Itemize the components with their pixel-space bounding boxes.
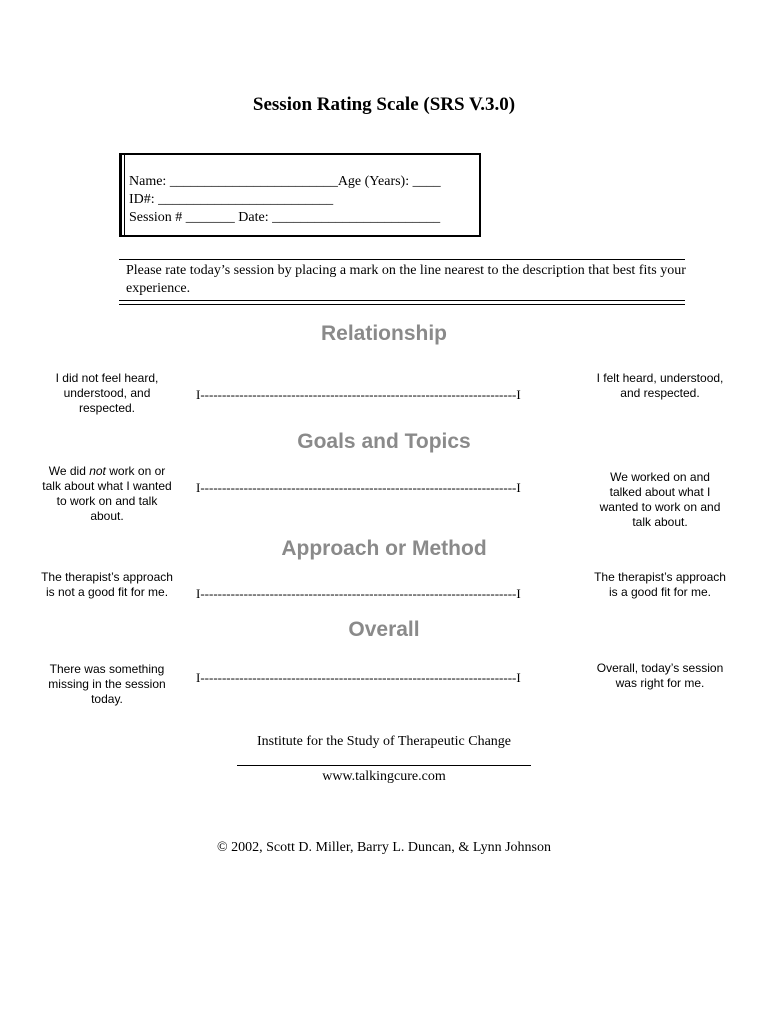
goals-right-anchor: We worked on and talked about what I wanted to work on and talk about. <box>599 470 721 529</box>
relationship-scale-line[interactable]: I-------------------------------------------------------------------------I <box>196 387 521 402</box>
instructions-bottom-rule-2 <box>119 304 685 305</box>
goals-left-anchor: We did not work on or talk about what I wanted to work on and talk about. <box>42 464 172 523</box>
name-age-line: Name: ________________________Age (Years): ____ <box>129 174 441 189</box>
approach-left-anchor: The therapist’s approach is not a good fit for me. <box>41 570 173 599</box>
instructions-text: Please rate today’s session by placing a mark on the line nearest to the description that best fits your experience. <box>126 263 686 296</box>
website-link[interactable]: www.talkingcure.com <box>322 769 446 784</box>
approach-scale-line[interactable]: I-------------------------------------------------------------------------I <box>196 586 521 601</box>
page-title: Session Rating Scale (SRS V.3.0) <box>252 94 516 115</box>
heading-overall: Overall <box>348 618 420 641</box>
institute-name: Institute for the Study of Therapeutic Change <box>256 734 511 749</box>
session-date-line: Session # _______ Date: ________________________ <box>129 210 441 225</box>
overall-right-anchor: Overall, today’s session was right for me. <box>596 661 724 690</box>
heading-approach-or-method: Approach or Method <box>281 537 487 560</box>
overall-left-anchor: There was something missing in the session today. <box>48 662 166 706</box>
relationship-left-anchor: I did not feel heard, understood, and respected. <box>55 371 159 415</box>
footer-divider <box>237 765 531 766</box>
client-info-fields <box>129 173 441 227</box>
instructions-top-rule <box>119 259 685 260</box>
client-info-box <box>119 153 481 237</box>
heading-relationship: Relationship <box>320 322 447 345</box>
heading-goals-and-topics: Goals and Topics <box>297 430 471 453</box>
relationship-right-anchor: I felt heard, understood, and respected. <box>596 371 724 400</box>
instructions-bottom-rule <box>119 300 685 301</box>
goals-scale-line[interactable]: I-------------------------------------------------------------------------I <box>196 480 521 495</box>
approach-right-anchor: The therapist’s approach is a good fit for me. <box>594 570 726 599</box>
copyright-notice: © 2002, Scott D. Miller, Barry L. Duncan, & Lynn Johnson <box>217 840 551 855</box>
overall-scale-line[interactable]: I-------------------------------------------------------------------------I <box>196 670 521 685</box>
id-line: ID#: _________________________ <box>129 192 334 207</box>
